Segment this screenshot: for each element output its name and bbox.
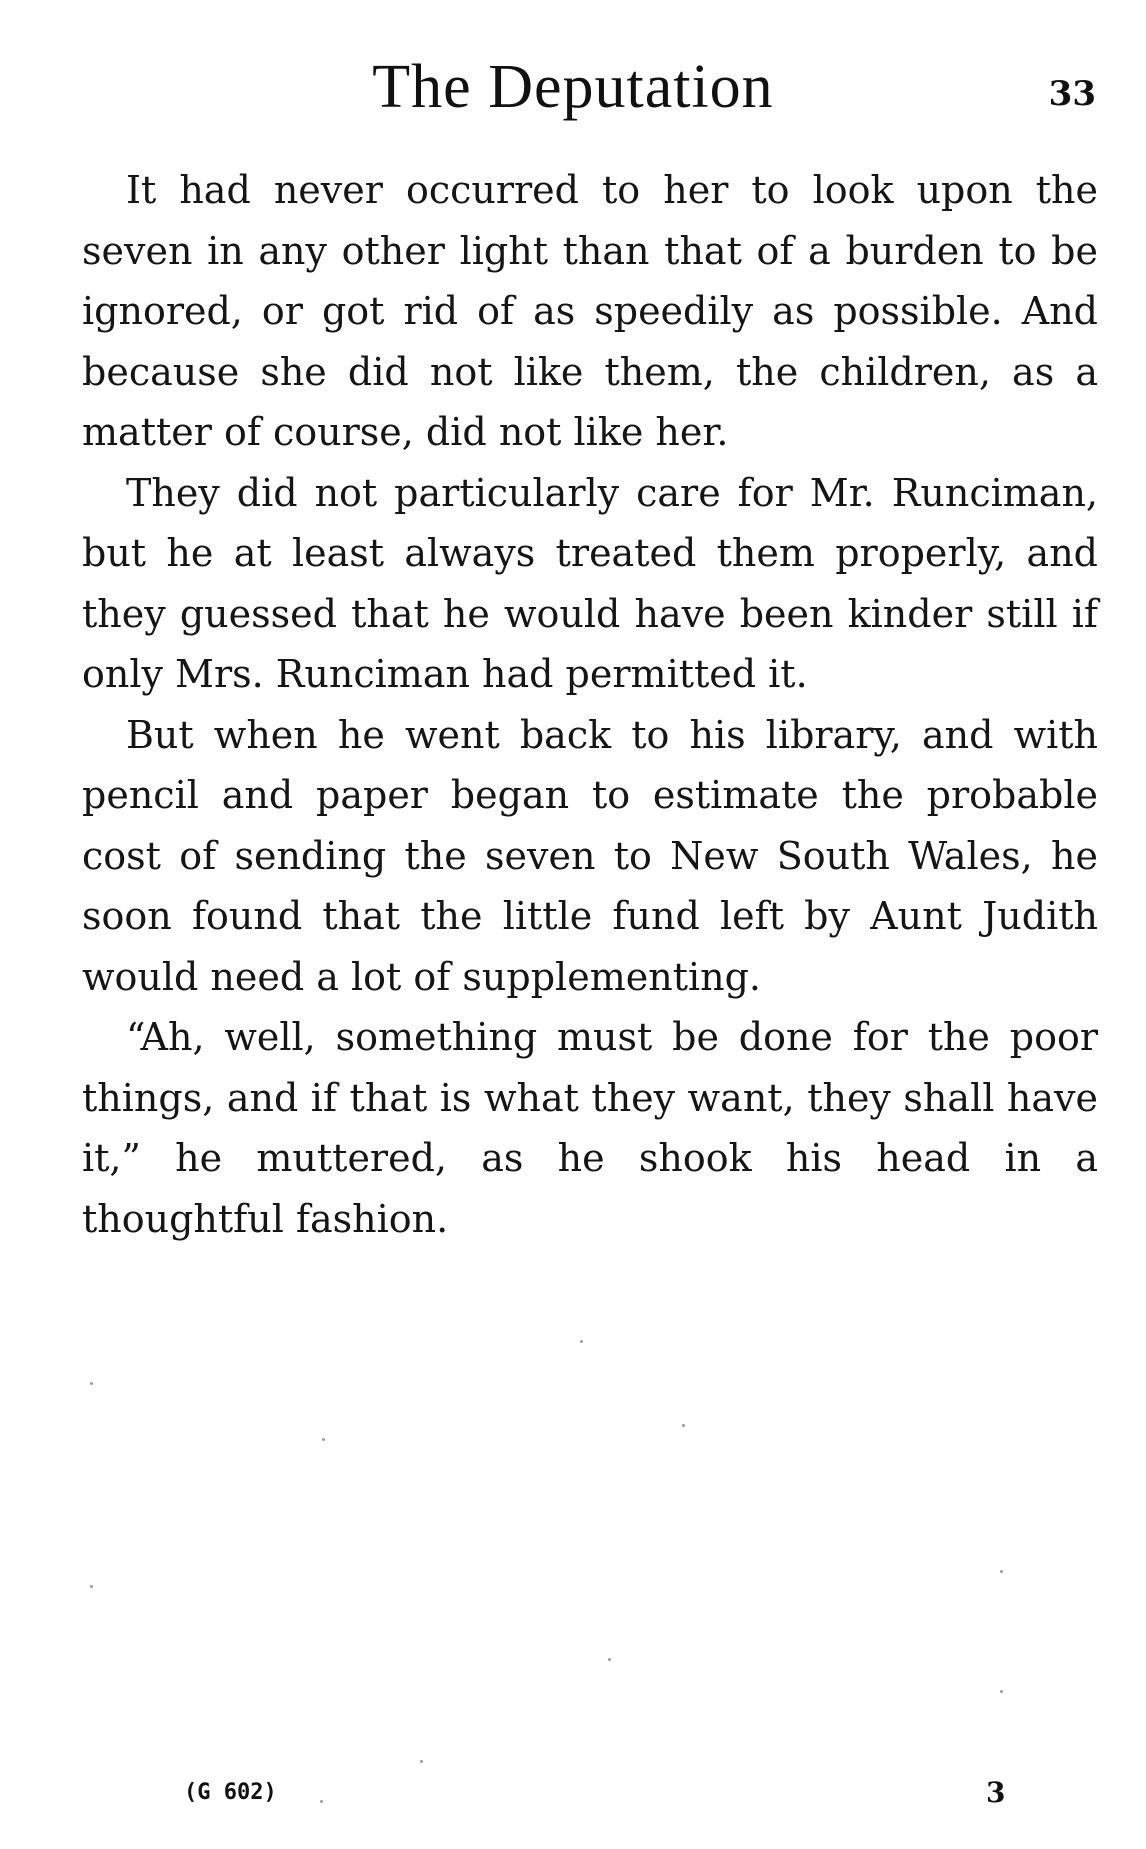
print-speck: [682, 1424, 685, 1427]
page-footer: [0, 1776, 1146, 1820]
paragraph-2: They did not particularly care for Mr. Runciman, but he at least always treated them properly, and they guessed that he would have been kinder still if only Mrs. Runciman had permitted it.: [82, 470, 1098, 696]
print-speck: [90, 1382, 93, 1385]
print-speck: [420, 1760, 423, 1763]
running-head: [0, 44, 1146, 124]
print-speck: [322, 1438, 325, 1441]
print-speck: [580, 1340, 583, 1343]
running-title: The Deputation: [372, 53, 774, 121]
signature-mark: (G 602): [184, 1780, 277, 1805]
paragraph-4: “Ah, well, something must be done for the poor things, and if that is what they want, they shall have it,” he muttered, as he shook his head in a thoughtful fashion.: [82, 1015, 1098, 1241]
print-speck: [1000, 1690, 1003, 1693]
signature-number: 3: [986, 1776, 1006, 1809]
paragraph-3: But when he went back to his library, and with pencil and paper began to estimate the probable cost of sending the seven to New South Wales, he soon found that the little fund left by Aunt Judith would need a lot of supplementing.: [82, 712, 1098, 999]
paragraph-1: It had never occurred to her to look upon the seven in any other light than that of a burden to be ignored, or got rid of as speedily as possible. And because she did not like them, the children, as a matter of course, did not like her.: [82, 168, 1098, 454]
print-speck: [1000, 1570, 1003, 1573]
body-text: [82, 160, 1098, 1249]
page-number: 33: [1048, 74, 1096, 114]
print-speck: [608, 1658, 611, 1661]
print-speck: [90, 1585, 93, 1588]
